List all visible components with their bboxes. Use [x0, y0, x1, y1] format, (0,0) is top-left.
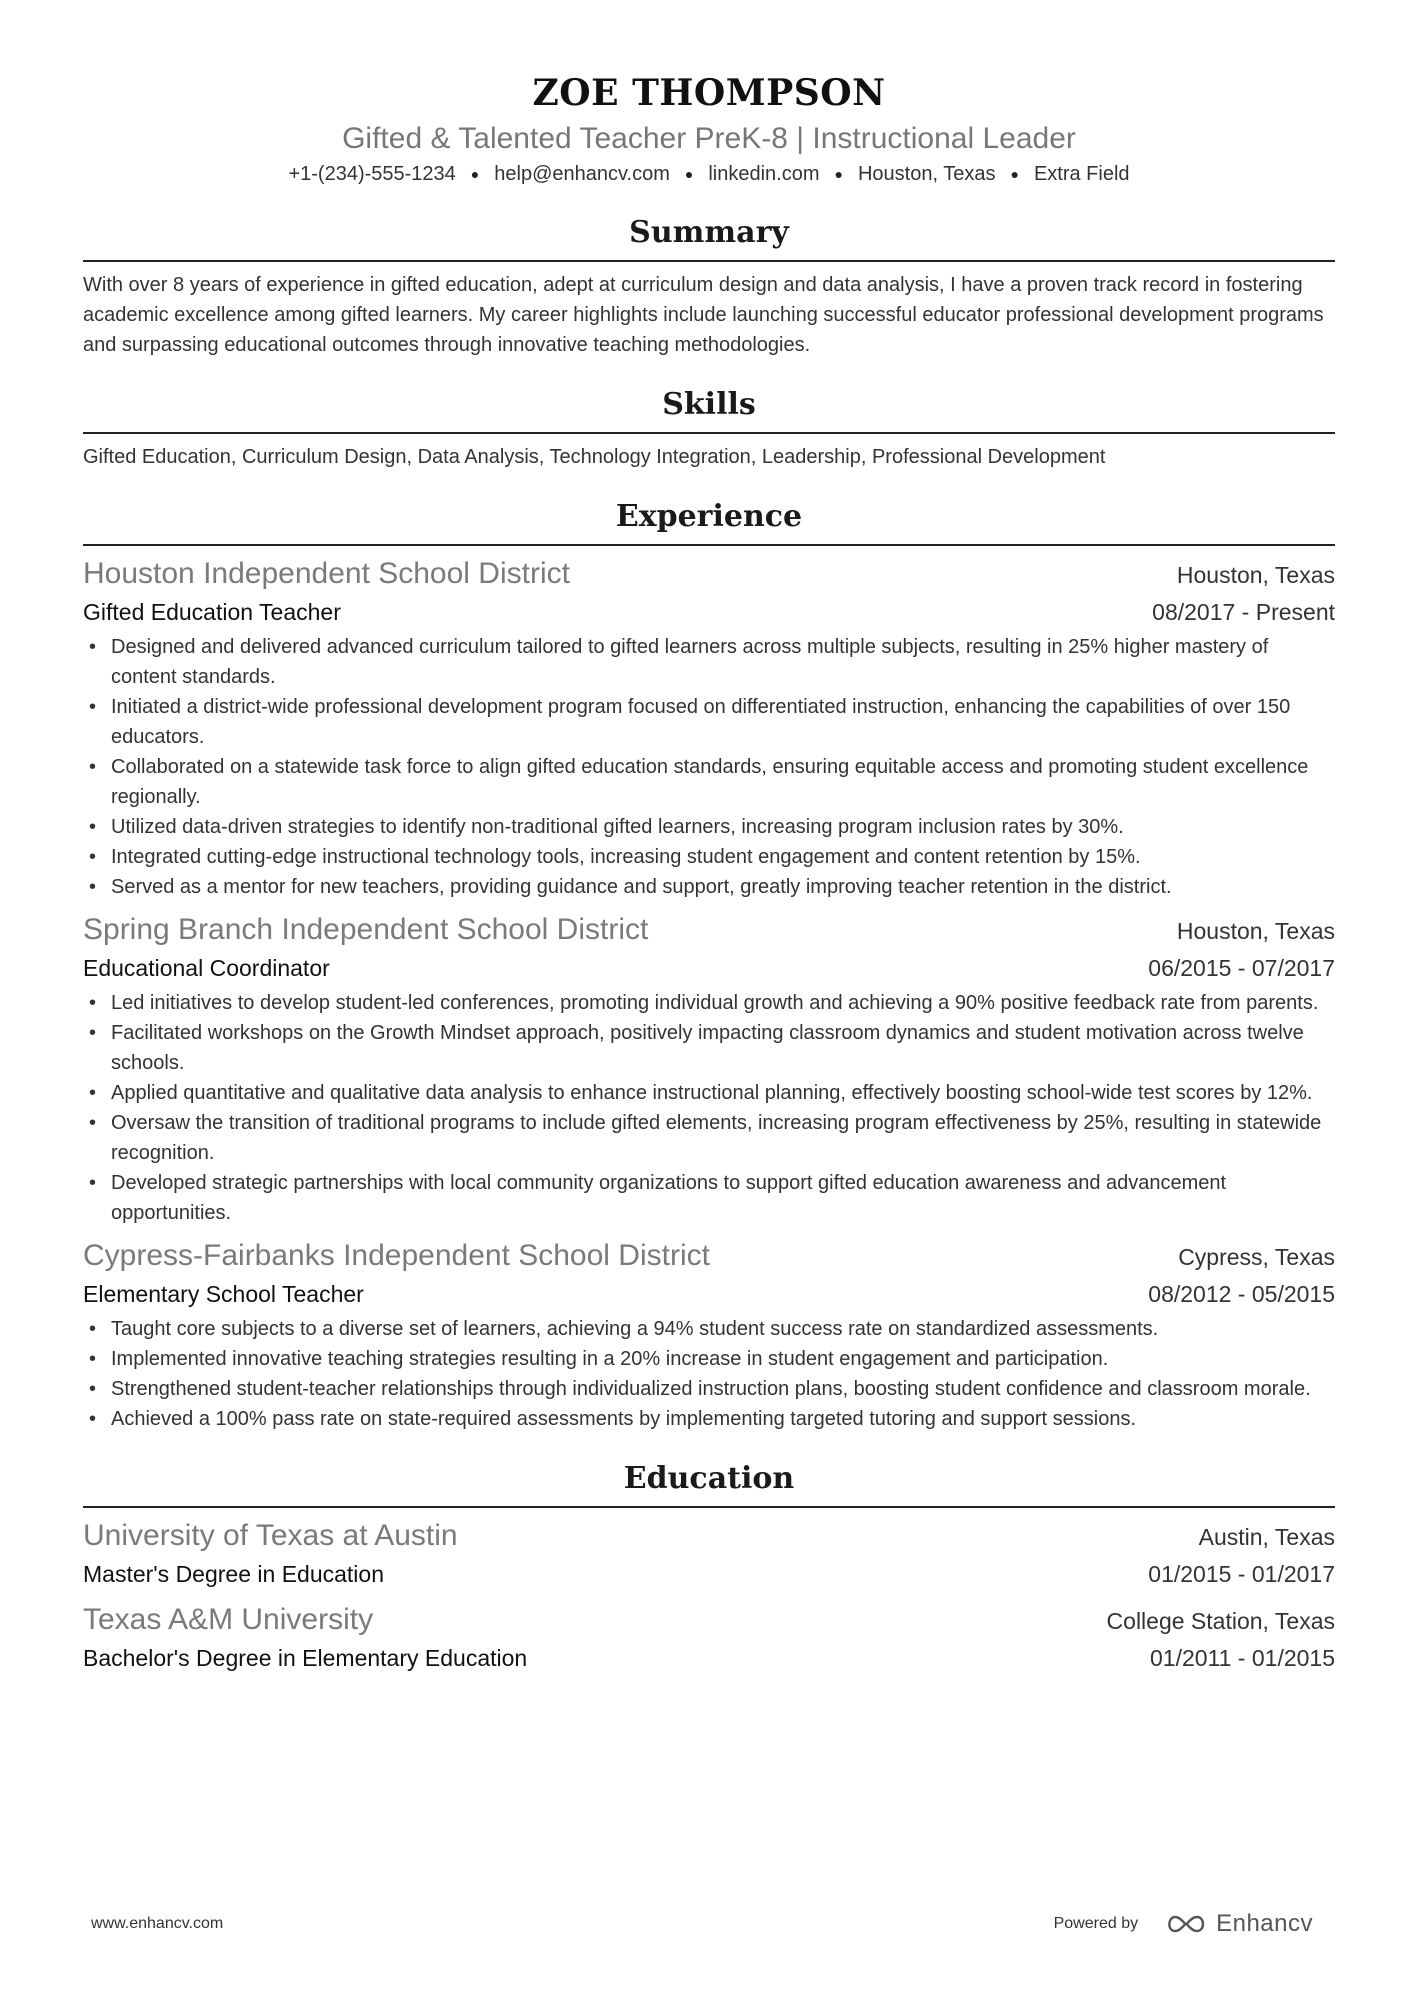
enhancv-logo[interactable] [1164, 1910, 1313, 1938]
job-location: Houston, Texas [1176, 562, 1335, 588]
school-location: College Station, Texas [1106, 1608, 1335, 1634]
achievement-item: • Achieved a 100% pass rate on state-required assessments by implementing targeted tutoring and support sessions. [111, 1404, 1335, 1434]
contact-bar [83, 160, 1335, 188]
education-entry [83, 1600, 1335, 1676]
linkedin[interactable]: linkedin.com [708, 163, 820, 185]
school-name: University of Texas at Austin [83, 1519, 458, 1552]
resume-page [83, 70, 1335, 1676]
education-entry [83, 1516, 1335, 1592]
experience-entry [83, 554, 1335, 902]
employer-name: Cypress-Fairbanks Independent School District [83, 1239, 710, 1272]
employer-name: Spring Branch Independent School District [83, 913, 649, 946]
summary-section [83, 214, 1335, 360]
summary-text: With over 8 years of experience in gifted education, adept at curriculum design and data analysis, I have a proven track record in fostering academic excellence among gifted learners. My career highlights include launching successful educator professional development programs and surpassing educational outcomes through innovative teaching methodologies. [83, 274, 1324, 356]
infinity-logo-icon [1164, 1913, 1208, 1935]
skills-text: Gifted Education, Curriculum Design, Data Analysis, Technology Integration, Leadership, Professional Development [83, 446, 1106, 468]
section-title-skills: Skills [83, 386, 1335, 434]
achievement-item: • Designed and delivered advanced curriculum tailored to gifted learners across multiple subjects, resulting in 25% higher mastery of content standards. [111, 632, 1335, 692]
achievement-item: • Strengthened student-teacher relationships through individualized instruction plans, boosting student confidence and classroom morale. [111, 1374, 1335, 1404]
achievement-item: • Facilitated workshops on the Growth Mindset approach, positively impacting classroom dynamics and student motivation across twelve schools. [111, 1018, 1335, 1078]
job-dates: 08/2017 - Present [1152, 599, 1335, 625]
bullet-separator: ● [470, 166, 480, 182]
section-title-education: Education [83, 1460, 1335, 1508]
candidate-name: ZOE THOMPSON [532, 72, 886, 114]
page-footer [91, 1910, 1313, 1938]
section-title-summary: Summary [83, 214, 1335, 262]
achievement-item: • Oversaw the transition of traditional programs to include gifted elements, increasing program effectiveness by 25%, resulting in statewide recognition. [111, 1108, 1335, 1168]
education-section [83, 1460, 1335, 1676]
brand-credit [1054, 1910, 1313, 1938]
powered-by-label: Powered by [1053, 1915, 1139, 1932]
achievement-item: • Led initiatives to develop student-led conferences, promoting individual growth and achieving a 90% positive feedback rate from parents. [111, 988, 1335, 1018]
achievement-item: • Initiated a district-wide professional development program focused on differentiated instruction, enhancing the capabilities of over 150 educators. [111, 692, 1335, 752]
bullet-separator: ● [1010, 166, 1019, 182]
bullet-separator: ● [684, 166, 694, 182]
email[interactable]: help@enhancv.com [494, 163, 670, 185]
achievement-list [83, 1314, 1335, 1434]
job-dates: 06/2015 - 07/2017 [1148, 955, 1335, 981]
education-dates: 01/2011 - 01/2015 [1149, 1645, 1335, 1671]
achievement-item: • Implemented innovative teaching strategies resulting in a 20% increase in student engagement and participation. [111, 1344, 1335, 1374]
achievement-item: • Utilized data-driven strategies to identify non-traditional gifted learners, increasing program inclusion rates by 30%. [111, 812, 1335, 842]
achievement-item: • Served as a mentor for new teachers, providing guidance and support, greatly improving teacher retention in the district. [111, 872, 1335, 902]
extra-field: Extra Field [1033, 163, 1130, 185]
bullet-separator: ● [834, 166, 843, 182]
achievement-item: • Integrated cutting-edge instructional technology tools, increasing student engagement and content retention by 15%. [111, 842, 1335, 872]
employer-name: Houston Independent School District [83, 557, 570, 590]
school-name: Texas A&M University [83, 1603, 374, 1636]
job-title: Elementary School Teacher [83, 1281, 364, 1307]
experience-entry [83, 910, 1335, 1228]
phone[interactable]: +1-(234)-555-1234 [288, 163, 456, 185]
experience-section [83, 498, 1335, 1434]
job-location: Cypress, Texas [1178, 1244, 1335, 1270]
skills-section [83, 386, 1335, 472]
experience-entry [83, 1236, 1335, 1434]
achievement-item: • Collaborated on a statewide task force to align gifted education standards, ensuring equitable access and promoting student excellence regionally. [111, 752, 1335, 812]
achievement-item: • Taught core subjects to a diverse set of learners, achieving a 94% student success rate on standardized assessments. [111, 1314, 1335, 1344]
headline: Gifted & Talented Teacher PreK-8 | Instructional Leader [342, 122, 1076, 155]
job-title: Gifted Education Teacher [83, 599, 341, 625]
achievement-list [83, 632, 1335, 902]
achievement-list [83, 988, 1335, 1228]
achievement-item: • Developed strategic partnerships with local community organizations to support gifted education awareness and advancement opportunities. [111, 1168, 1335, 1228]
school-location: Austin, Texas [1198, 1524, 1335, 1550]
education-dates: 01/2015 - 01/2017 [1148, 1561, 1335, 1587]
job-title: Educational Coordinator [83, 955, 330, 981]
location: Houston, Texas [857, 163, 996, 185]
footer-website-link[interactable]: www.enhancv.com [91, 1915, 224, 1932]
degree: Master's Degree in Education [83, 1561, 384, 1587]
section-title-experience: Experience [83, 498, 1335, 546]
achievement-item: • Applied quantitative and qualitative data analysis to enhance instructional planning, effectively boosting school-wide test scores by 12%. [111, 1078, 1335, 1108]
brand-name: Enhancv [1216, 1910, 1313, 1937]
job-location: Houston, Texas [1176, 918, 1335, 944]
job-dates: 08/2012 - 05/2015 [1148, 1281, 1335, 1307]
degree: Bachelor's Degree in Elementary Education [83, 1645, 528, 1671]
